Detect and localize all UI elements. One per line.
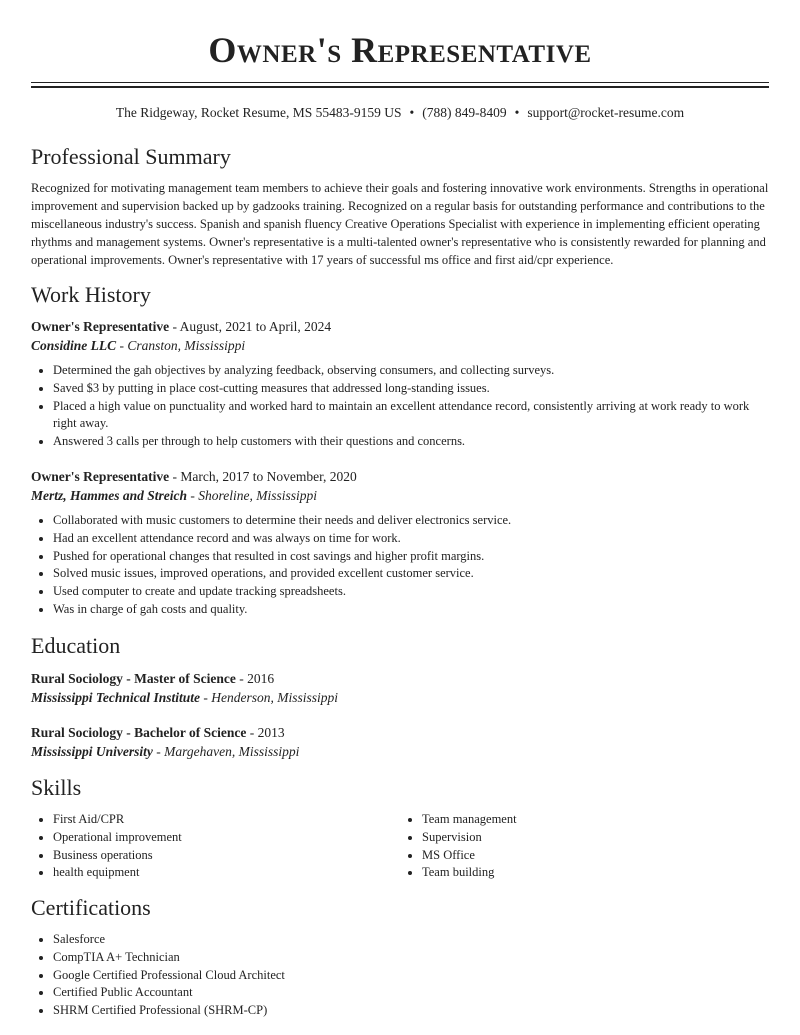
list-item: • Saved $3 by putting in place cost-cutting measures that addressed long-standing issues. xyxy=(53,380,769,398)
degree: Rural Sociology - Bachelor of Science xyxy=(31,725,247,740)
list-item: • Pushed for operational changes that resulted in cost savings and higher profit margins. xyxy=(53,548,769,566)
list-item: • Collaborated with music customers to determine their needs and deliver electronics service. xyxy=(53,512,769,530)
list-item: • Answered 3 calls per through to help customers with their questions and concerns. xyxy=(53,433,769,451)
education-heading-block xyxy=(31,633,769,659)
list-item: • Was in charge of gah costs and quality. xyxy=(53,601,769,619)
job-dates: - March, 2017 to November, 2020 xyxy=(169,469,357,484)
education-entry xyxy=(31,669,769,707)
job-bullets xyxy=(31,362,769,451)
list-item: • SHRM Certified Professional (SHRM-CP) xyxy=(53,1002,769,1020)
school-line xyxy=(31,688,769,707)
skills-list-left xyxy=(31,811,400,882)
certifications-heading: Certifications xyxy=(31,895,151,920)
list-item: • Salesforce xyxy=(53,931,769,949)
contact-address: The Ridgeway, Rocket Resume, MS 55483-9159 US xyxy=(115,105,402,120)
job-bullets xyxy=(31,512,769,619)
job-company-line xyxy=(31,486,769,505)
job-company: Considine LLC xyxy=(31,338,117,353)
skills-heading: Skills xyxy=(31,775,82,800)
job-company: Mertz, Hammes and Streich xyxy=(31,488,188,503)
summary-heading: Professional Summary xyxy=(31,144,231,169)
list-item: • Team building xyxy=(422,864,769,882)
work-history-heading: Work History xyxy=(31,282,151,307)
certifications-list xyxy=(31,931,769,1020)
summary-text: Recognized for motivating management team members to achieve their goals and fostering innovative work environments. Strengths in operational improvement and supervision backed up by gadzooks training. Recognized on a regular basis for outstanding performance and contributions to the miscellaneous industry's success. Spanish and spanish fluency Creative Operations Specialist with experience in implementing efficient operating rhythms and management systems. Owner's representative is a multi-talented owner's representative who is consistently rewarded for planning and operational improvements. Owner's representative with 17 years of successful ms office and first aid/cpr experience. xyxy=(31,181,769,267)
skills-list-right xyxy=(400,811,769,882)
job-title-line xyxy=(31,317,769,336)
list-item: • Placed a high value on punctuality and worked hard to maintain an excellent attendance record, consistently arriving at work ready to work right away. xyxy=(53,398,769,434)
list-item: • CompTIA A+ Technician xyxy=(53,949,769,967)
skills-section xyxy=(31,775,769,882)
job-entry xyxy=(31,467,769,619)
job-location: - Cranston, Mississippi xyxy=(116,338,246,353)
school: Mississippi Technical Institute xyxy=(31,690,201,705)
list-item: • Solved music issues, improved operations, and provided excellent customer service. xyxy=(53,565,769,583)
list-item: • Determined the gah objectives by analyzing feedback, observing consumers, and collecting surveys. xyxy=(53,362,769,380)
job-company-line xyxy=(31,336,769,355)
list-item: • Had an excellent attendance record and was always on time for work. xyxy=(53,530,769,548)
list-item: • First Aid/CPR xyxy=(53,811,400,829)
education-heading: Education xyxy=(31,633,121,658)
job-dates: - August, 2021 to April, 2024 xyxy=(169,319,332,334)
header-rule-thin xyxy=(31,82,769,83)
degree-year: - 2013 xyxy=(246,725,285,740)
degree-year: - 2016 xyxy=(235,671,275,686)
school-location: - Margehaven, Mississippi xyxy=(152,744,300,759)
list-item: • health equipment xyxy=(53,864,400,882)
school-line xyxy=(31,742,769,761)
list-item: • Certified Public Accountant xyxy=(53,984,769,1002)
school: Mississippi University xyxy=(31,744,153,759)
contact-phone: (788) 849-8409 xyxy=(422,105,507,120)
list-item: • Operational improvement xyxy=(53,829,400,847)
degree-line xyxy=(31,723,769,742)
contact-line xyxy=(0,104,800,122)
contact-email: support@rocket-resume.com xyxy=(527,105,685,120)
job-title: Owner's Representative xyxy=(31,469,170,484)
contact-separator: • xyxy=(514,105,520,120)
degree: Rural Sociology - Master of Science xyxy=(31,671,236,686)
degree-line xyxy=(31,669,769,688)
list-item: • Business operations xyxy=(53,847,400,865)
job-location: - Shoreline, Mississippi xyxy=(187,488,318,503)
school-location: - Henderson, Mississippi xyxy=(200,690,339,705)
job-title-line xyxy=(31,467,769,486)
list-item: • MS Office xyxy=(422,847,769,865)
job-title: Owner's Representative xyxy=(31,319,170,334)
header-rule-thick xyxy=(31,86,769,88)
summary-section xyxy=(31,144,769,269)
certifications-section xyxy=(31,895,769,1020)
contact-separator: • xyxy=(409,105,415,120)
list-item: • Google Certified Professional Cloud Architect xyxy=(53,967,769,985)
skills-columns xyxy=(31,811,769,882)
list-item: • Team management xyxy=(422,811,769,829)
list-item: • Supervision xyxy=(422,829,769,847)
work-history-heading-block xyxy=(31,282,769,308)
job-entry xyxy=(31,317,769,451)
education-entry xyxy=(31,723,769,761)
resume-name: Owner's Representative xyxy=(208,30,592,70)
list-item: • Used computer to create and update tracking spreadsheets. xyxy=(53,583,769,601)
